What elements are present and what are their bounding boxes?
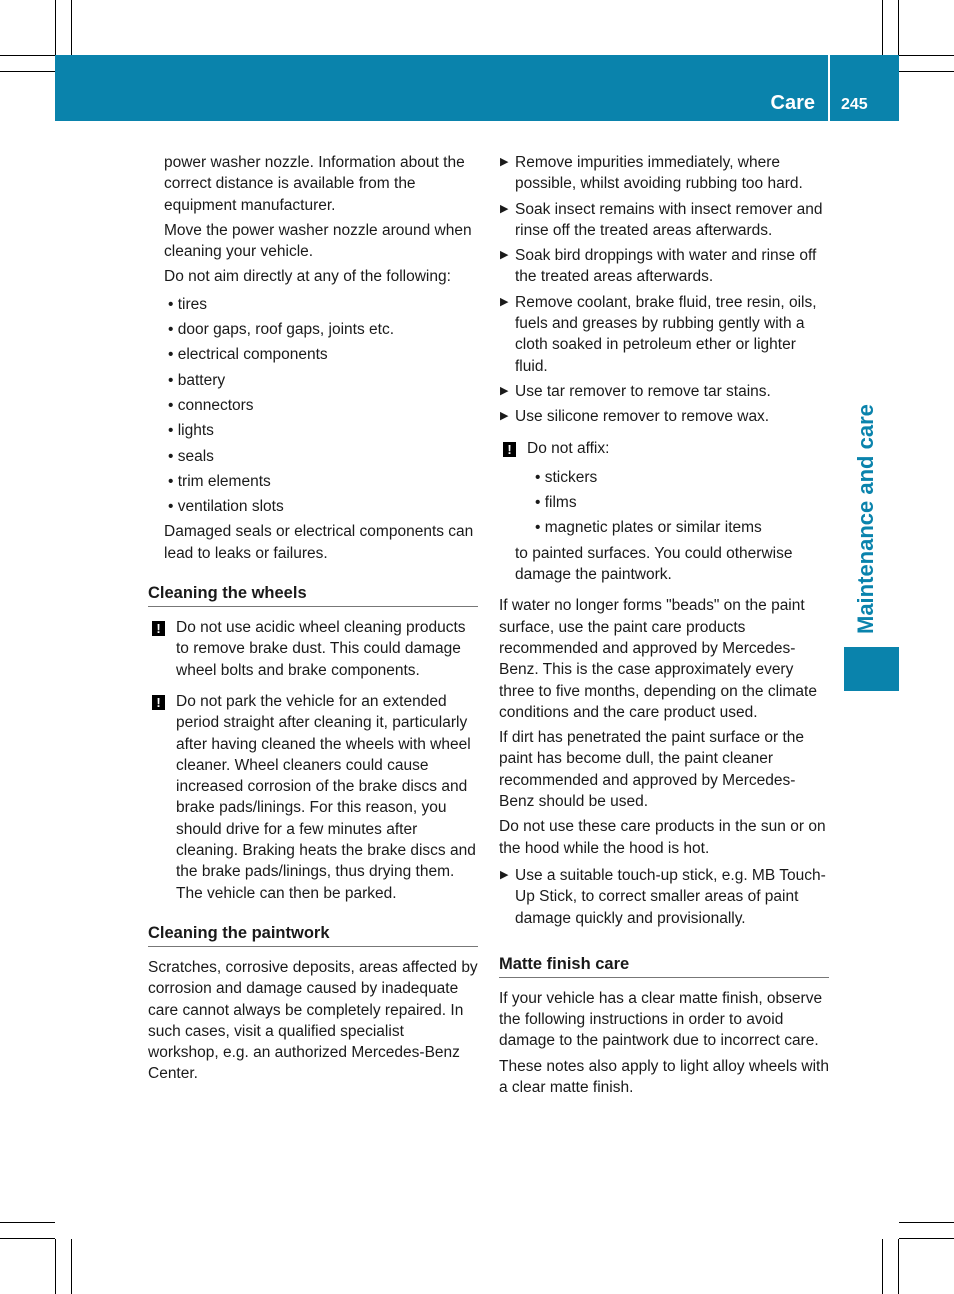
warning-icon: ! [503,442,516,457]
step-item [499,292,829,377]
step-item [499,381,829,402]
page-number: 245 [841,96,868,113]
paintwork-paragraph: Scratches, corrosive deposits, areas affected by corrosion and damage caused by inadequate care cannot always be completely repaired. In such cases, visit a qualified specialist workshop, e.g. an authorized Mercedes-Benz Center. [148,958,478,1083]
list-item: • stickers [535,467,829,488]
step-arrow-icon: ▶ [500,202,509,215]
list-item: • magnetic plates or similar items [535,517,829,538]
crop-mark [71,1239,72,1294]
matte-paragraph: If your vehicle has a clear matte finish, observe the following instructions in order to avoid damage to the paintwork due to incorrect care. [499,989,823,1050]
warning-note [499,438,829,459]
left-column [148,152,478,1089]
list-item: • door gaps, roof gaps, joints etc. [168,319,478,340]
list-item: • seals [168,446,478,467]
list-item: • battery [168,370,478,391]
paint-paragraph: Do not use these care products in the sun or on the hood while the hood is hot. [499,818,826,857]
warning-text: Do not park the vehicle for an extended period straight after cleaning it, particularly after having cleaned the wheels with wheel cleaner. Wheel cleaners could cause increased corrosion of the brake discs and brake pads/linings. For this reason, you should drive for a few minutes after cleaning. Braking heats the brake discs and the brake pads/linings, thus drying them. The vehicle can then be parked. [176,692,476,902]
step-text: Soak bird droppings with water and rinse off the treated areas afterwards. [515,247,817,286]
damage-note: Damaged seals or electrical components can lead to leaks or failures. [164,523,474,562]
crop-mark [0,55,55,56]
list-item: • electrical components [168,344,478,365]
crop-mark [882,0,883,55]
step-item [499,152,829,195]
step-text: Soak insect remains with insect remover and rinse off the treated areas afterwards. [515,200,823,239]
crop-mark [882,1239,883,1294]
crop-mark [899,71,954,72]
section-heading-wheels: Cleaning the wheels [148,582,478,607]
crop-mark [899,55,954,56]
list-item: • films [535,492,829,513]
section-heading-matte: Matte finish care [499,953,829,978]
step-item [499,245,829,288]
crop-mark [55,0,56,55]
section-heading-paintwork: Cleaning the paintwork [148,922,478,947]
warning-text: Do not use acidic wheel cleaning products to remove brake dust. This could damage wheel bolts and brake components. [176,619,466,679]
crop-mark [898,0,899,55]
step-item [499,865,829,929]
step-list [499,865,829,929]
right-column [499,152,829,1102]
crop-mark [0,1238,55,1239]
step-item [499,199,829,242]
warning-note [148,617,478,681]
crop-mark [899,1238,954,1239]
crop-mark [899,1222,954,1223]
step-list [499,152,829,428]
step-text: Use a suitable touch-up stick, e.g. MB Touch-Up Stick, to correct smaller areas of paint damage quickly and provisionally. [515,866,826,927]
step-arrow-icon: ▶ [500,249,509,262]
list-item: • tires [168,294,478,315]
affix-warning-tail: to painted surfaces. You could otherwise damage the paintwork. [515,544,793,584]
step-text: Use silicone remover to remove wax. [515,408,770,426]
crop-mark [0,71,55,72]
affix-list [515,467,829,539]
section-title: Care [770,92,815,114]
list-item: • ventilation slots [168,496,478,517]
step-arrow-icon: ▶ [500,295,509,308]
step-text: Remove impurities immediately, where possible, whilst avoiding rubbing too hard. [515,154,803,193]
step-text: Use tar remover to remove tar stains. [515,382,771,400]
warning-icon: ! [152,695,165,710]
warning-note [148,691,478,904]
list-item: • connectors [168,395,478,416]
chapter-tab-label: Maintenance and care [853,404,878,634]
warning-icon: ! [152,621,165,636]
crop-mark [55,1239,56,1294]
step-arrow-icon: ▶ [500,384,509,397]
step-arrow-icon: ▶ [500,868,509,881]
crop-mark [71,0,72,55]
matte-paragraph: These notes also apply to light alloy wheels with a clear matte finish. [499,1057,829,1096]
header-divider [828,55,830,121]
step-item [499,406,829,427]
paint-paragraph: If water no longer forms "beads" on the paint surface, use the paint care products recommended and approved by Mercedes-Benz. This is the case approximately every three to five months, depending on the climate conditions and the care product used. [499,597,817,721]
chapter-tab [844,647,899,691]
list-item: • lights [168,420,478,441]
intro-paragraph: power washer nozzle. Information about the correct distance is available from the equipment manufacturer. [164,154,465,214]
page-header [55,55,899,121]
list-item: • trim elements [168,471,478,492]
step-arrow-icon: ▶ [500,410,509,423]
intro-paragraph: Move the power washer nozzle around when cleaning your vehicle. [164,221,472,261]
paint-paragraph: If dirt has penetrated the paint surface or the paint has become dull, the paint cleaner recommended and approved by Mercedes-Benz should be used. [499,729,805,811]
intro-paragraph: Do not aim directly at any of the following: [164,268,451,286]
step-arrow-icon: ▶ [500,156,509,168]
crop-mark [898,1239,899,1294]
do-not-aim-list [148,294,478,518]
warning-text: Do not affix: [527,439,610,457]
step-text: Remove coolant, brake fluid, tree resin, oils, fuels and greases by rubbing gently with a cloth soaked in petroleum ether or lighter fluid. [515,293,817,375]
crop-mark [0,1222,55,1223]
